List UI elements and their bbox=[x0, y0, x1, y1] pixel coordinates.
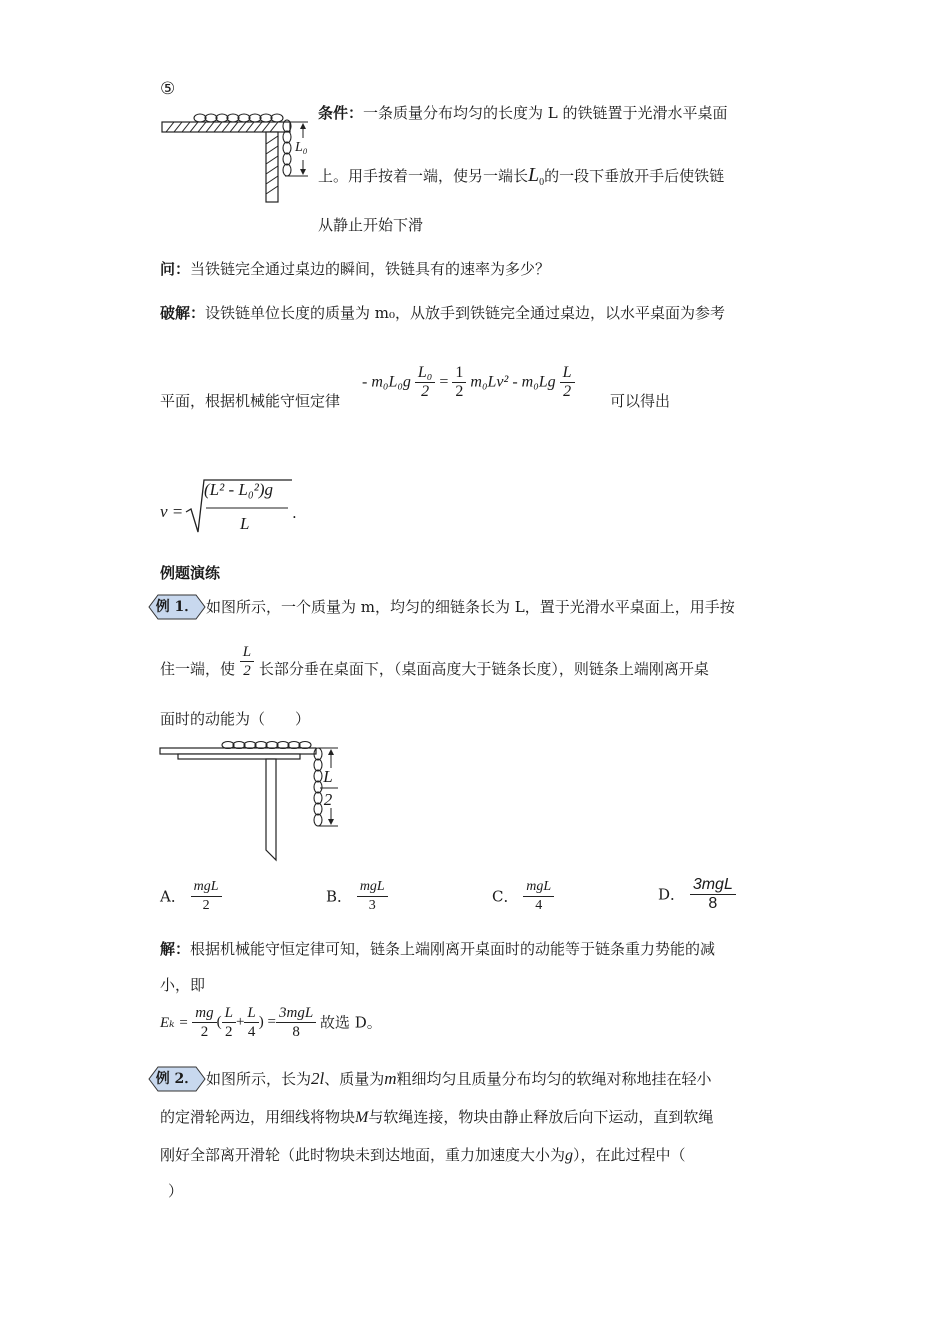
ex2-text-3a: 刚好全部离开滑轮（此时物块未到达地面，重力加速度大小为 bbox=[160, 1146, 566, 1164]
solution-line-2a: 平面，根据机械能守恒定律 bbox=[160, 392, 341, 410]
example-1-figure bbox=[158, 738, 348, 862]
condition-l0: L bbox=[528, 164, 540, 186]
option-c-key: C． bbox=[492, 887, 519, 906]
ex1-text-2b: 长部分垂在桌面下，（桌面高度大于链条长度），则链条上端刚离开桌 bbox=[258, 660, 709, 678]
ex1-solution-line-1 bbox=[160, 940, 715, 958]
example-1-badge: 例 1． bbox=[148, 594, 206, 620]
eq-frac-1: $\frac{\text{L₀}}{2}$ bbox=[415, 364, 435, 401]
section-marker: ⑤ bbox=[160, 79, 176, 99]
solution-line-1 bbox=[160, 304, 725, 322]
result-numerator: (L² - L₀²)g bbox=[204, 480, 273, 499]
ek-frac-2: $\frac{L}{2}$ bbox=[222, 1004, 236, 1041]
eq-frac-3: $\frac{L}{2}$ bbox=[560, 364, 575, 401]
result-v: v = bbox=[160, 502, 184, 521]
ex1-solution-label: 解： bbox=[160, 940, 191, 958]
ex2-2l: 2l bbox=[311, 1069, 325, 1088]
option-c-value: $\frac{\text{mgL}}{4}$ bbox=[523, 878, 554, 915]
condition-label: 条件： bbox=[318, 104, 364, 122]
example-2-badge: 例 2． bbox=[148, 1066, 206, 1092]
condition-text-1: 一条质量分布均匀的长度为 L 的铁链置于光滑水平桌面 bbox=[363, 104, 728, 122]
ex2-text-2a: 的定滑轮两边，用细线将物块 bbox=[160, 1108, 356, 1126]
ek-conclusion: 故选 D。 bbox=[319, 1013, 382, 1032]
ex2-text-1b: 、质量为 bbox=[324, 1070, 385, 1088]
option-d-value: $\frac{\text{3mgL}}{8}$ bbox=[690, 876, 736, 913]
eq-mid: m₀Lv² - m₀Lg bbox=[470, 373, 556, 391]
condition-text-2b: 的一段下垂放开手后使铁链 bbox=[544, 167, 725, 185]
example-2-line-4: ） bbox=[168, 1182, 184, 1200]
solution-label: 破解： bbox=[160, 304, 206, 322]
ex2-text-2b: 与软绳连接，物块由静止释放后向下运动，直到软绳 bbox=[368, 1108, 714, 1126]
example-1-line-2 bbox=[160, 643, 709, 680]
eq-frac-2: $\frac{1}{2}$ bbox=[452, 364, 466, 401]
ex1-fraction: $\frac{L}{2}$ bbox=[240, 643, 254, 680]
option-d[interactable] bbox=[658, 876, 736, 913]
eq-equals: = bbox=[439, 373, 449, 391]
practice-heading: 例题演练 bbox=[160, 564, 221, 582]
ex1-solution-equation bbox=[160, 1004, 382, 1041]
ex2-text-1a: 如图所示，长为 bbox=[206, 1070, 312, 1088]
option-b[interactable] bbox=[326, 878, 388, 915]
question-line bbox=[160, 260, 550, 278]
condition-l0-sub: 0 bbox=[539, 177, 545, 188]
ex1-text-2a: 住一端，使 bbox=[160, 660, 236, 678]
ex2-m: m bbox=[384, 1069, 397, 1088]
example-2-line-3 bbox=[160, 1146, 686, 1165]
option-c[interactable] bbox=[492, 878, 554, 915]
ek-symbol: Eₖ = bbox=[160, 1015, 189, 1031]
option-a-key: A． bbox=[160, 887, 186, 906]
ex1-solution-line-2: 小，即 bbox=[160, 976, 206, 994]
condition-line-3: 从静止开始下滑 bbox=[318, 216, 424, 234]
solution-text: 设铁链单位长度的质量为 m₀，从放手到铁链完全通过桌边，以水平桌面为参考 bbox=[205, 304, 726, 322]
ex1-solution-text: 根据机械能守恒定律可知，链条上端刚离开桌面时的动能等于链条重力势能的减 bbox=[190, 940, 716, 958]
fig1-label-num: L bbox=[323, 767, 333, 786]
option-b-key: B． bbox=[326, 887, 353, 906]
figure-label-l0: L₀ bbox=[295, 140, 308, 155]
ek-frac-4: $\frac{\text{3mgL}}{8}$ bbox=[276, 1004, 316, 1041]
option-a[interactable] bbox=[160, 878, 222, 915]
result-denominator: L bbox=[240, 514, 250, 533]
ex2-M: M bbox=[355, 1109, 369, 1126]
fig1-label-den: 2 bbox=[323, 790, 333, 809]
ek-paren-close: ) = bbox=[258, 1014, 276, 1030]
ek-paren-open: ( bbox=[216, 1014, 222, 1030]
ek-plus: + bbox=[235, 1014, 245, 1030]
example-2-line-2 bbox=[160, 1108, 713, 1127]
option-d-key: D． bbox=[658, 885, 686, 904]
result-end: . bbox=[292, 504, 297, 522]
chain-table-figure bbox=[160, 108, 310, 204]
ek-frac-3: $\frac{L}{4}$ bbox=[244, 1004, 258, 1041]
condition-line-2 bbox=[318, 166, 724, 192]
example-1-line-1: 如图所示，一个质量为 m，均匀的细链条长为 L，置于光滑水平桌面上，用手按 bbox=[206, 598, 735, 616]
example-2-line-1 bbox=[206, 1070, 712, 1088]
condition-text-2a: 上。用手按着一端，使另一端长 bbox=[318, 167, 529, 185]
eq-left: - m₀L₀g bbox=[362, 373, 411, 391]
ek-frac-1: $\frac{mg}{2}$ bbox=[192, 1004, 216, 1041]
question-label: 问： bbox=[160, 260, 191, 278]
option-b-value: $\frac{\text{mgL}}{3}$ bbox=[357, 878, 388, 915]
ex2-text-1c: 粗细均匀且质量分布均匀的软绳对称地挂在轻小 bbox=[396, 1070, 712, 1088]
solution-line-2b: 可以得出 bbox=[610, 392, 671, 410]
ex2-text-3b: ），在此过程中（ bbox=[573, 1146, 686, 1164]
question-text: 当铁链完全通过桌边的瞬间，铁链具有的速率为多少？ bbox=[190, 260, 551, 278]
condition-line-1 bbox=[318, 104, 728, 122]
ex2-g: g bbox=[565, 1147, 574, 1164]
energy-equation bbox=[362, 364, 575, 401]
example-1-line-3: 面时的动能为（ ） bbox=[160, 710, 311, 728]
option-a-value: $\frac{\text{mgL}}{2}$ bbox=[191, 878, 222, 915]
